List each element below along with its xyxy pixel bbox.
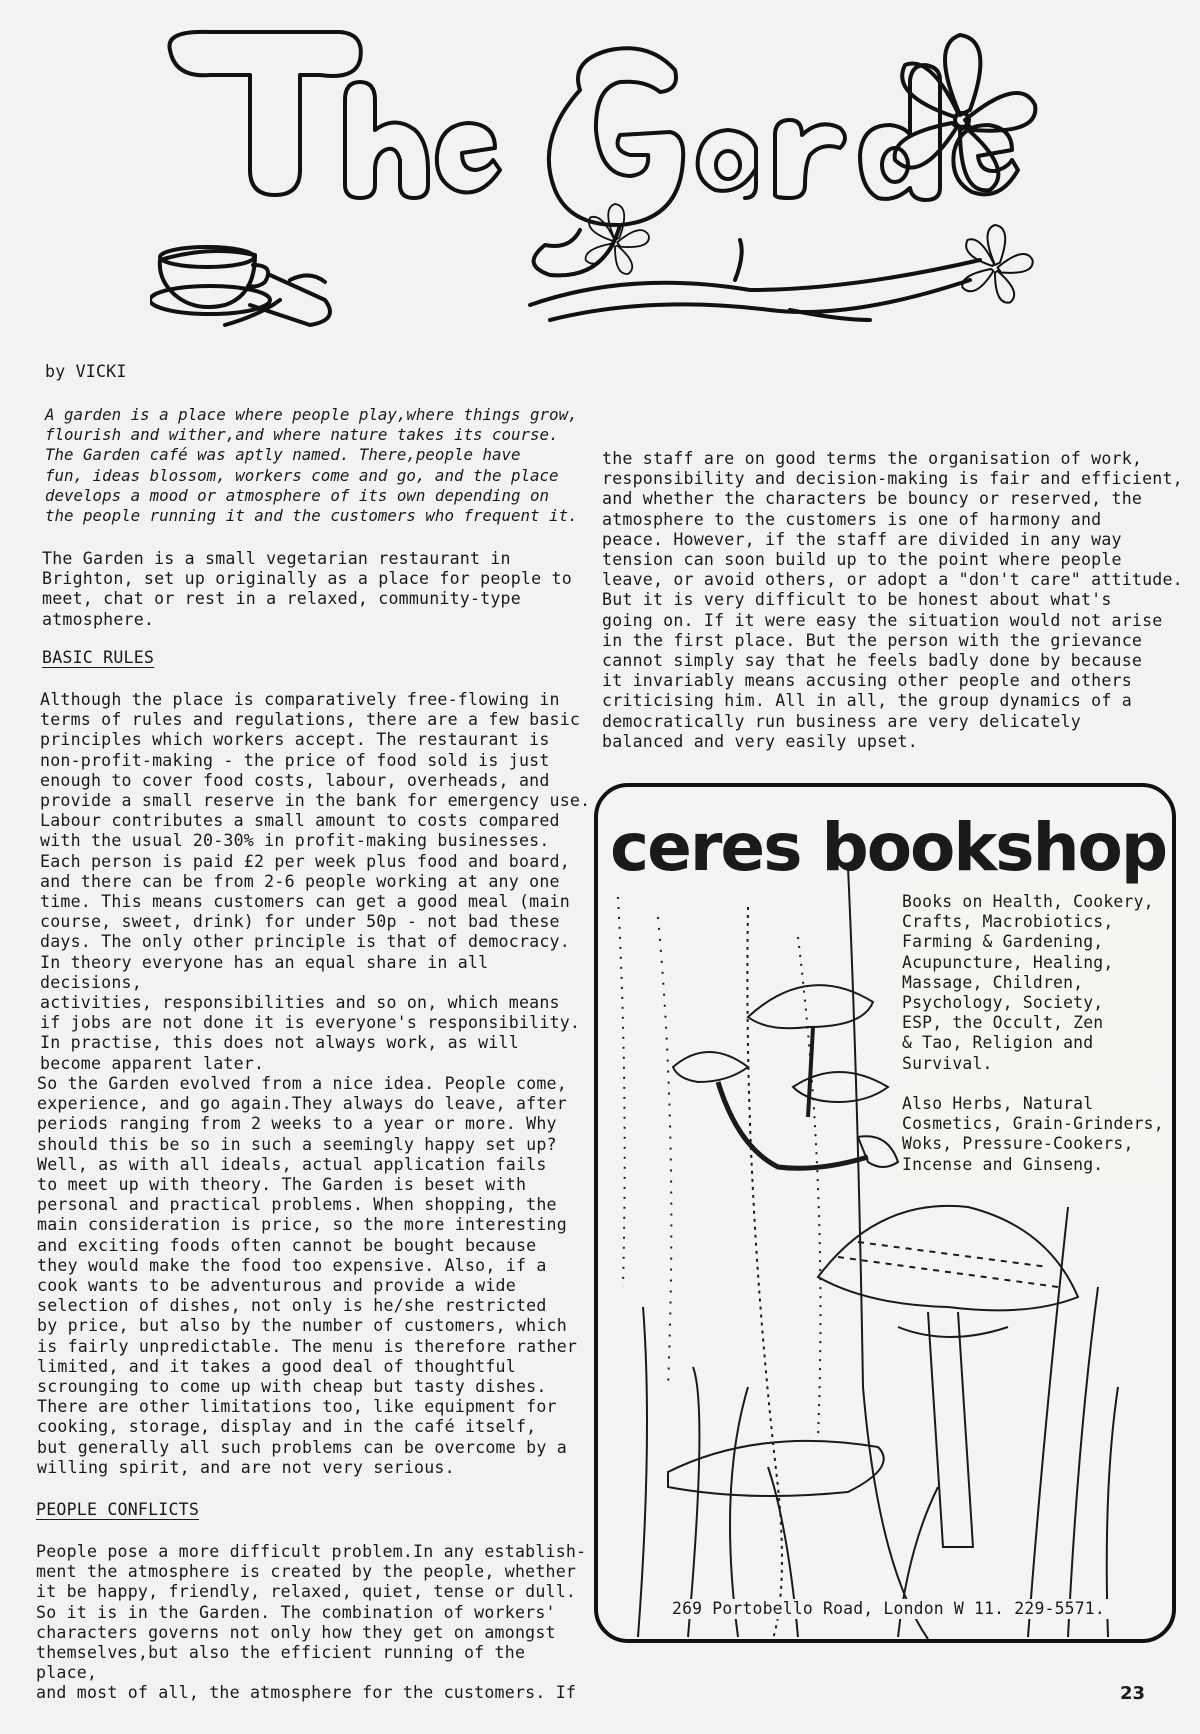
paragraph-basic-rules: Although the place is comparatively free-flowing in terms of rules and regulations, there are a few basic principles which workers accept. The restaurant is non-profit-making - the price of food sold is just enough to cover food costs, labour, overheads, and provide a small reserve in the bank for emergency use. Labour contributes a small amount to costs compared with the usual 20-30% in profit-making businesses. Each person is paid £2 per week plus food and board, and there can be from 2-6 people working at any one time. This means customers can get a good meal (main course, sweet, drink) for under 50p - not bad these days. The only other principle is that of democracy. In theory everyone has an equal share in all decisions, activities, responsibilities and so on, which means if jobs are not done it is everyone's responsibility. In practise, this does not always work, as will become apparent later. [40, 690, 591, 1073]
advert-other-items: Also Herbs, Natural Cosmetics, Grain-Grinders, Woks, Pressure-Cookers, Incense and Ginseng. [902, 1094, 1164, 1174]
garden-title-illustration [150, 20, 1050, 340]
masthead-artwork [150, 20, 1050, 340]
ceres-bookshop-advert [594, 783, 1176, 1643]
heading-people-conflicts: PEOPLE CONFLICTS [36, 1500, 200, 1519]
paragraph-intro: The Garden is a small vegetarian restaurant in Brighton, set up originally as a place for people to meet, chat or rest in a relaxed, community-type atmosphere. [42, 549, 572, 629]
advert-address: 269 Portobello Road, London W 11. 229-5571. [668, 1599, 1109, 1619]
intro-italic: A garden is a place where people play,where things grow, flourish and wither,and where nature takes its course. The Garden café was aptly named. There,people have fun, ideas blossom, workers come and go, and the place develops a mood or atmosphere of its own depending on the people running it and the customers who frequent it. [45, 405, 578, 526]
page-number: 23 [1120, 1683, 1146, 1704]
byline: by VICKI [45, 362, 127, 381]
paragraph-conflicts: People pose a more difficult problem.In any establish- ment the atmosphere is created by the people, whether it be happy, friendly, relaxed, quiet, tense or dull. So it is in the Garden. The combination of workers' characters governs not only how they get on amongst themselves,but also the efficient running of the place, and most of all, the atmosphere for the customers. If [36, 1542, 587, 1703]
advert-title: ceres bookshop [610, 809, 1167, 886]
advert-book-list: Books on Health, Cookery, Crafts, Macrobiotics, Farming & Gardening, Acupuncture, Healing, Massage, Children, Psychology, Society, ESP, the Occult, Zen & Tao, Religion and Survival. [902, 892, 1164, 1074]
paragraph-evolved: So the Garden evolved from a nice idea. People come, experience, and go again.They always do leave, after periods ranging from 2 weeks to a year or more. Why should this be so in such a seemingly happy set up? Well, as with all ideals, actual application fails to meet up with theory. The Garden is beset with personal and practical problems. When shopping, the main consideration is price, so the more interesting and exciting foods often cannot be bought because they would make the food too expensive. Also, if a cook wants to be adventurous and provide a wide selection of dishes, not only is he/she restricted by price, but also by the number of customers, which is fairly unpredictable. The menu is therefore rather limited, and it takes a good deal of thoughtful scrounging to come up with cheap but tasty dishes. There are other limitations too, like equipment for cooking, storage, display and in the café itself, but generally all such problems can be overcome by a willing spirit, and are not very serious. [37, 1074, 578, 1477]
heading-basic-rules: BASIC RULES [42, 648, 155, 667]
paragraph-right-column: the staff are on good terms the organisation of work, responsibility and decision-making is fair and efficient, and whether the characters be bouncy or reserved, the atmosphere to the customers is one of harmony and peace. However, if the staff are divided in any way tension can soon build up to the point where people leave, or avoid others, or adopt a "don't care" attitude. But it is very difficult to be honest about what's going on. If it were easy the situation would not arise in the first place. But the person with the grievance cannot simply say that he feels badly done by because it invariably means accusing other people and others criticising him. All in all, the group dynamics of a democratically run business are very delicately balanced and very easily upset. [602, 449, 1183, 751]
